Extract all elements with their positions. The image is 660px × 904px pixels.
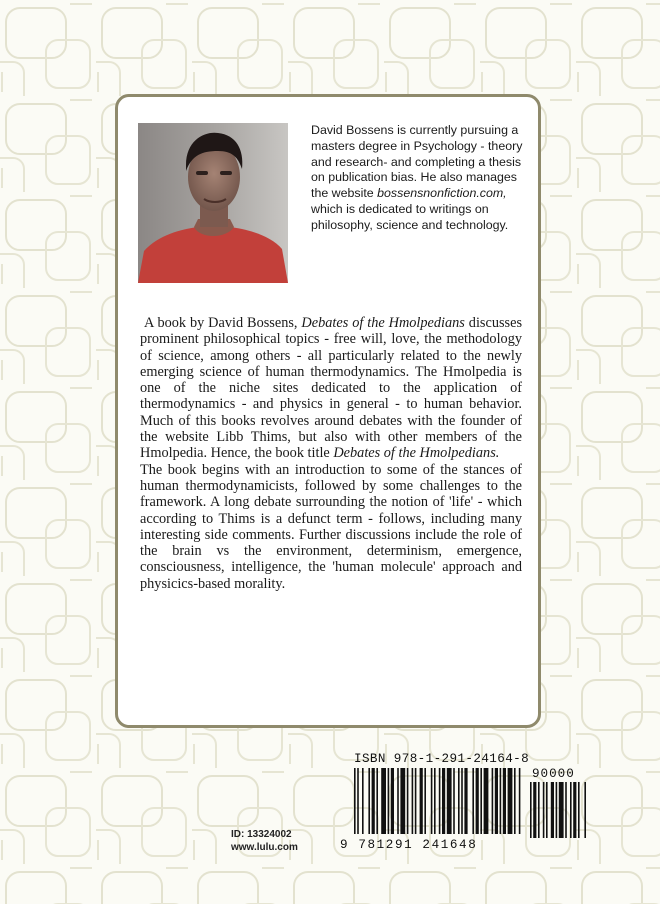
author-bio (311, 123, 526, 234)
description-paragraph-2: The book begins with an introduction to some of the stances of human thermodynamicists, followed by some challenges to the framework. A long debate surrounding the notion of 'life' - which according to Thims is a defunct term - follows, including many interesting side comments. Further discussions include the role of the brain vs the environment, determinism, emergence, consciousness, intelligence, the 'human molecule' approach and physicics-based morality. (140, 461, 522, 592)
description-text: discusses prominent philosophical topics - free will, love, the methodology of science, among others - all particularly related to the newly emerging science of human thermodynamics. The Hmolpedia is one of the niche sites dedicated to the application of thermodynamics - and physics in general - to human behavior. Much of this books revolves around debates with the founder of the website Libb Thims, but also with other members of the Hmolpedia. Hence, the book title (140, 315, 523, 462)
author-photo (138, 123, 288, 283)
author-bio-text-end: which is dedicated to writings on philosophy, science and technology. (311, 201, 509, 232)
description-text: A book by David Bossens, (144, 315, 298, 331)
book-id: ID: 13324002 (231, 829, 292, 840)
book-title: Debates of the Hmolpedians. (333, 445, 500, 462)
content-panel (115, 94, 541, 728)
book-description (140, 315, 522, 592)
isbn-barcode (340, 752, 595, 856)
price-code: 90000 (532, 767, 575, 781)
author-website: bossensnonfiction.com, (377, 186, 507, 201)
author-bio-text: David Bossens is currently pursuing a masters degree in Psychology - theory and research- and completing a thesis on publication bias. He also manages the website (311, 123, 523, 201)
isbn-number: ISBN 978-1-291-24164-8 (354, 752, 530, 766)
barcode-digits: 9 781291 241648 (340, 838, 478, 852)
publisher-info (231, 828, 298, 854)
publisher-url: www.lulu.com (231, 842, 298, 853)
barcode-bars (340, 768, 595, 840)
book-title: Debates of the Hmolpedians (301, 315, 465, 331)
description-paragraph-1 (140, 315, 522, 462)
